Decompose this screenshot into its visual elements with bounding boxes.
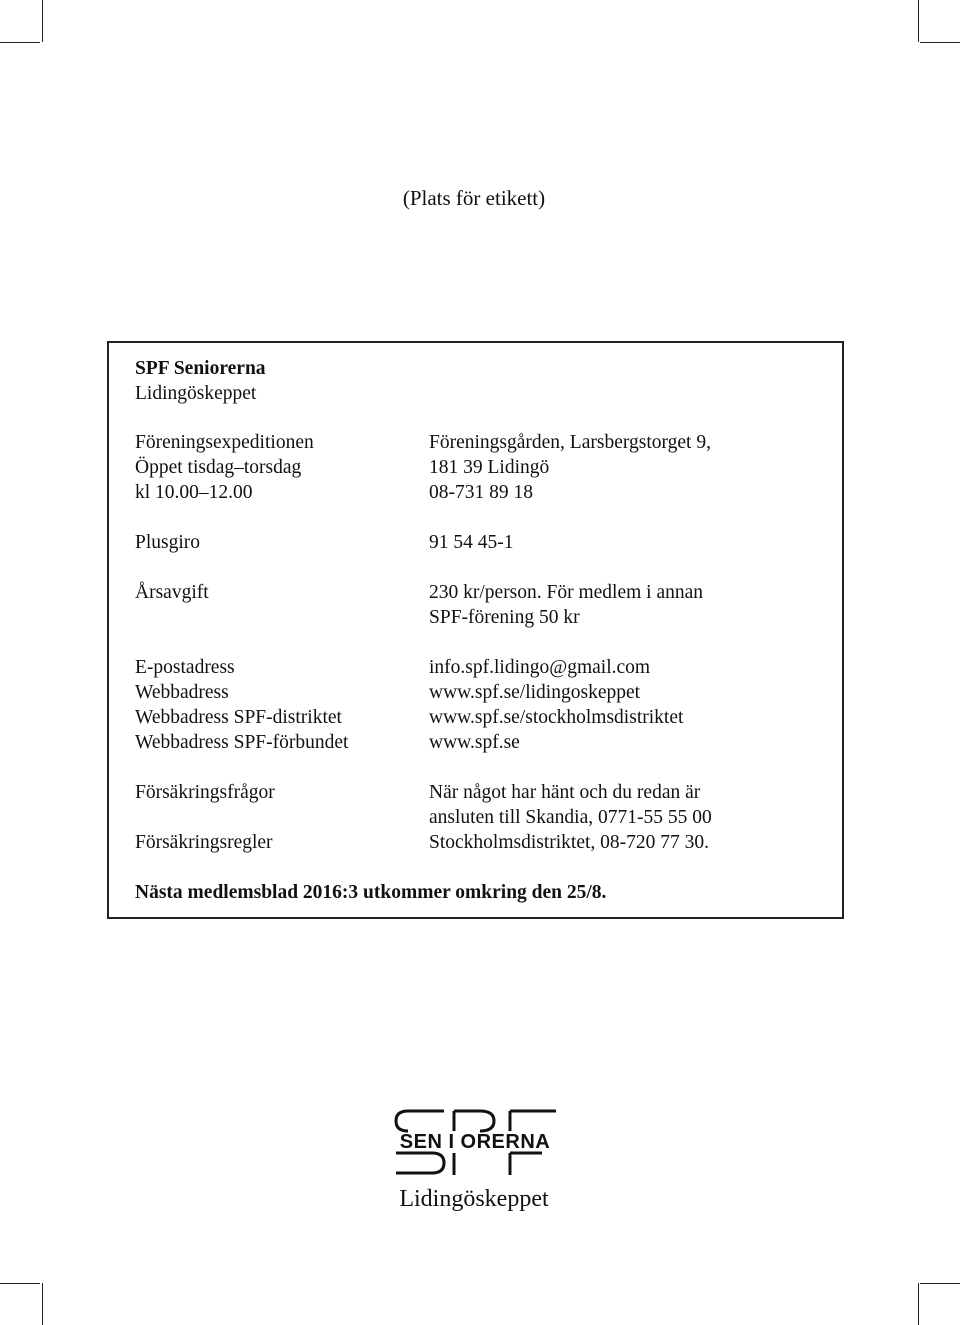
- insurance-rules-label: Försäkringsregler: [135, 832, 273, 853]
- logo-s-top: [396, 1111, 444, 1131]
- office-label-line: kl 10.00–12.00: [135, 482, 253, 503]
- district-website-value: www.spf.se/stockholmsdistriktet: [429, 707, 684, 728]
- logo-subtitle: Lidingöskeppet: [399, 1186, 549, 1212]
- federation-website-value: www.spf.se: [429, 732, 520, 753]
- logo-f-stem: [510, 1153, 542, 1175]
- office-value-line: Föreningsgården, Larsbergstorget 9,: [429, 432, 711, 453]
- crop-mark-top-right-h: [920, 42, 960, 43]
- website-value: www.spf.se/lidingoskeppet: [429, 682, 641, 703]
- plusgiro-value: 91 54 45-1: [429, 532, 514, 553]
- email-label: E-postadress: [135, 657, 235, 678]
- website-label: Webbadress: [135, 682, 229, 703]
- org-name: SPF Seniorerna: [135, 358, 266, 379]
- insurance-questions-label: Försäkringsfrågor: [135, 782, 275, 803]
- email-value: info.spf.lidingo@gmail.com: [429, 657, 651, 678]
- office-value-line: 08-731 89 18: [429, 482, 533, 503]
- logo-s-bottom: [396, 1153, 444, 1173]
- district-website-label: Webbadress SPF-distriktet: [135, 707, 342, 728]
- org-chapter: Lidingöskeppet: [135, 383, 257, 404]
- logo-wordmark: SEN I ORERNA: [399, 1131, 551, 1153]
- fee-label: Årsavgift: [135, 582, 209, 603]
- logo-p-top: [454, 1111, 494, 1131]
- label-placeholder: (Plats för etikett): [402, 186, 546, 210]
- crop-mark-bottom-left-h: [0, 1283, 40, 1284]
- fee-value-line: 230 kr/person. För medlem i annan: [429, 582, 704, 603]
- crop-mark-bottom-right-v: [918, 1283, 919, 1325]
- federation-website-label: Webbadress SPF-förbundet: [135, 732, 349, 753]
- crop-mark-top-left-h: [0, 42, 40, 43]
- crop-mark-bottom-right-h: [920, 1283, 960, 1284]
- spf-logo: [392, 1105, 558, 1175]
- plusgiro-label: Plusgiro: [135, 532, 201, 553]
- office-label-line: Föreningsexpeditionen: [135, 432, 314, 453]
- insurance-value-line: ansluten till Skandia, 0771-55 55 00: [429, 807, 712, 828]
- insurance-value-line: Stockholmsdistriktet, 08-720 77 30.: [429, 832, 710, 853]
- crop-mark-bottom-left-v: [42, 1283, 43, 1325]
- crop-mark-top-left-v: [42, 0, 43, 42]
- office-value-line: 181 39 Lidingö: [429, 457, 550, 478]
- fee-value-line: SPF-förening 50 kr: [429, 607, 580, 628]
- crop-mark-top-right-v: [918, 0, 919, 42]
- office-label-line: Öppet tisdag–torsdag: [135, 457, 302, 478]
- next-issue-notice: Nästa medlemsblad 2016:3 utkommer omkring den 25/8.: [135, 882, 607, 903]
- logo-f-top: [510, 1111, 556, 1131]
- info-box: [107, 341, 844, 919]
- insurance-value-line: När något har hänt och du redan är: [429, 782, 701, 803]
